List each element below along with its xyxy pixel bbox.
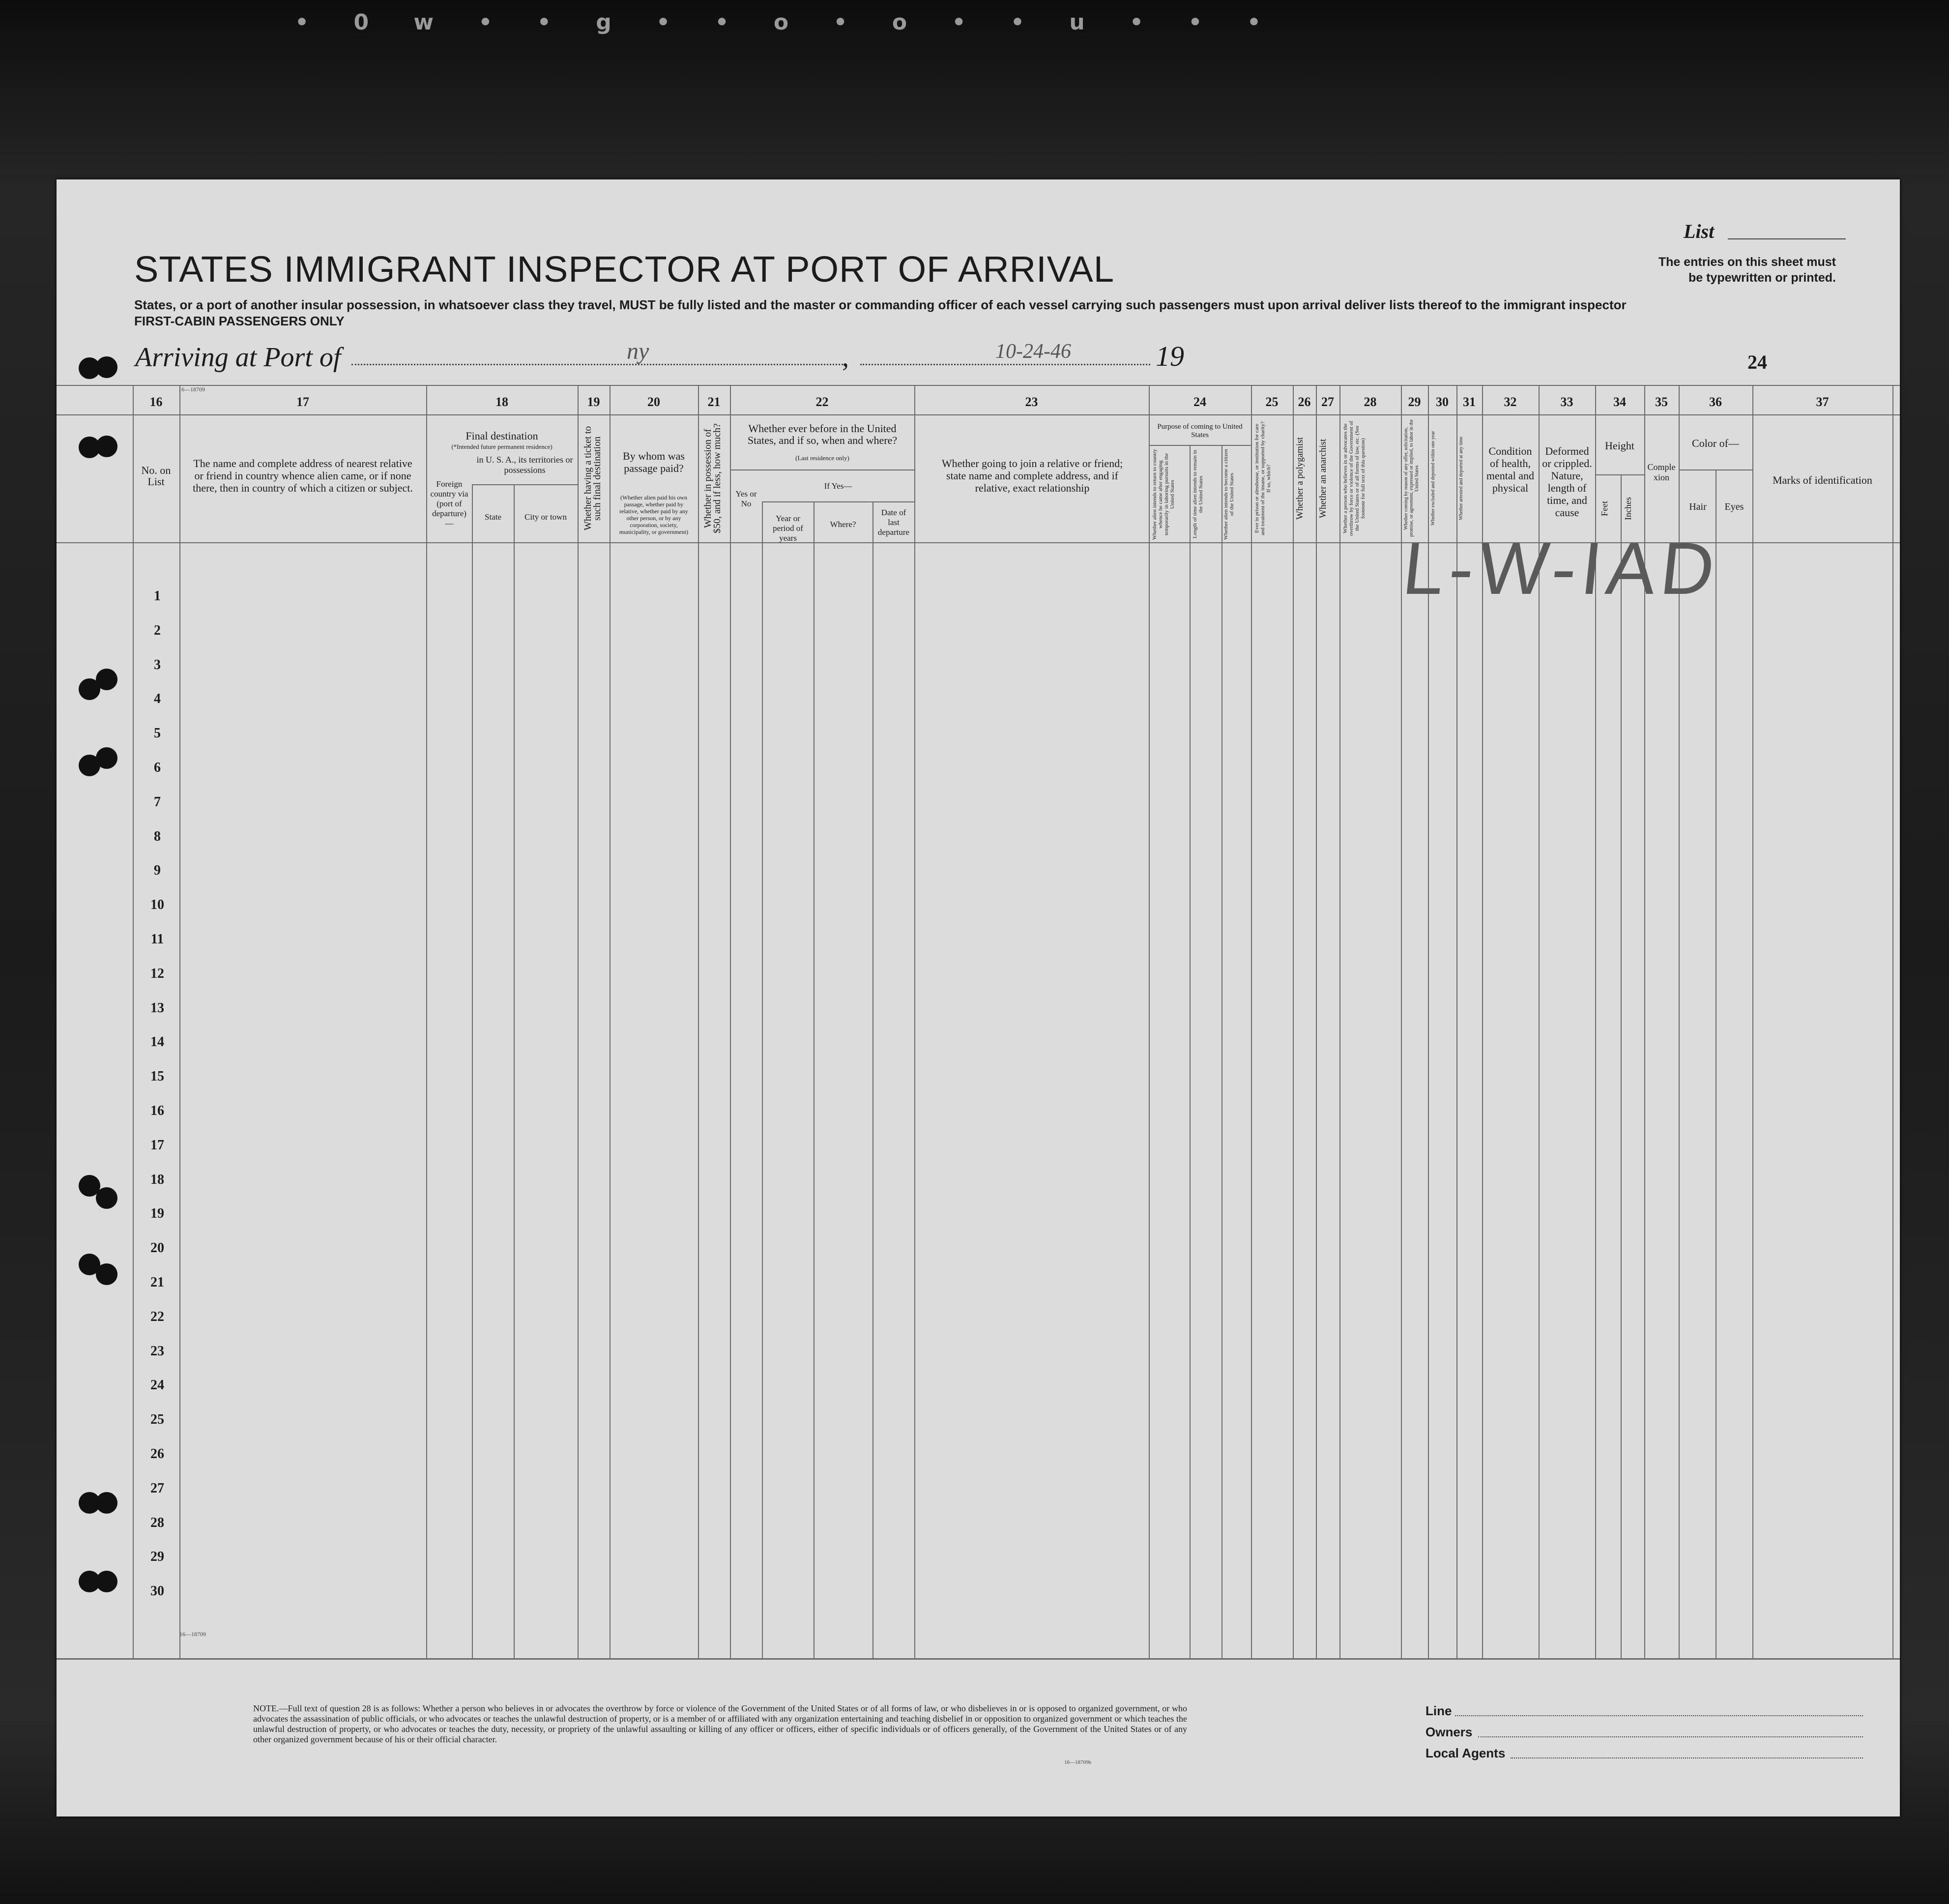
row-number: 7 bbox=[154, 794, 161, 810]
hdr-join-relative: Whether going to join a relative or friend; state name and complete address, and if relative, exact relationship bbox=[941, 457, 1123, 494]
row-number: 15 bbox=[150, 1069, 164, 1084]
row-number: 16 bbox=[150, 1103, 164, 1118]
hdr-passage-paid: By whom was passage paid? bbox=[623, 450, 685, 474]
row-number: 25 bbox=[150, 1412, 164, 1428]
row-number: 10 bbox=[150, 897, 164, 913]
row-number: 17 bbox=[150, 1137, 164, 1153]
hdr-yes-no: Yes or No bbox=[735, 489, 757, 508]
punch-hole bbox=[96, 1571, 117, 1592]
hdr-date-departure: Date of last departure bbox=[877, 508, 910, 537]
row-number: 12 bbox=[150, 966, 164, 981]
row-number: 2 bbox=[154, 622, 161, 638]
colnum-37: 37 bbox=[1816, 395, 1829, 409]
manifest-table bbox=[57, 179, 1900, 1816]
colnum-33: 33 bbox=[1560, 395, 1573, 409]
colnum-23: 23 bbox=[1025, 395, 1038, 409]
hdr-final-destination-sub: (*Intended future permanent residence) bbox=[451, 443, 553, 450]
colnum-31: 31 bbox=[1463, 395, 1476, 409]
hdr-nearest-relative: The name and complete address of nearest relative or friend in country whence alien came, or if none there, then in country of which a citizen or subject. bbox=[193, 457, 413, 494]
row-number: 24 bbox=[150, 1377, 164, 1393]
colnum-19: 19 bbox=[587, 395, 600, 409]
hdr-prison: Ever in prison or almshouse, or institution for care and treatment of the insane, or supported by charity? If so, which? bbox=[1254, 421, 1272, 535]
hdr-labor-offer: Whether coming by reason of any offer, solicitation, promise, or agreement, expressed or implied, to labor in the United States bbox=[1403, 419, 1420, 537]
hdr-height: Height bbox=[1605, 439, 1634, 452]
hdr-marks: Marks of identification bbox=[1773, 474, 1872, 486]
colnum-27: 27 bbox=[1321, 395, 1334, 409]
handwritten-stamp: L-W-IAD bbox=[1399, 527, 1724, 610]
row-number: 30 bbox=[150, 1583, 164, 1599]
row-number: 23 bbox=[150, 1343, 164, 1359]
table-bottom-rule bbox=[57, 1658, 1900, 1660]
owners-label: Owners bbox=[1425, 1725, 1473, 1739]
hdr-anarchist: Whether an anarchist bbox=[1318, 439, 1328, 518]
row-number: 28 bbox=[150, 1515, 164, 1530]
colnum-18: 18 bbox=[495, 395, 508, 409]
hdr-feet: Feet bbox=[1600, 501, 1609, 517]
hdr-state: State bbox=[485, 512, 501, 522]
hdr-fifty-dollars: Whether in possession of $50, and if less, how much? bbox=[702, 423, 723, 533]
punch-hole bbox=[96, 436, 117, 457]
hdr-health: Condition of health, mental and physical bbox=[1486, 445, 1535, 494]
colnum-34: 34 bbox=[1613, 395, 1626, 409]
port-handwritten: ny bbox=[627, 338, 649, 364]
list-label: List bbox=[1684, 220, 1715, 242]
hdr-ticket: Whether having a ticket to such final destination bbox=[582, 426, 603, 531]
footnote-number: 16—18709b bbox=[1064, 1759, 1091, 1765]
punch-hole bbox=[96, 1492, 117, 1514]
row-number: 21 bbox=[150, 1275, 164, 1290]
colnum-22: 22 bbox=[815, 395, 829, 409]
hdr-overthrow: Whether a person who believes in or advocates the overthrow by force or violence of the Government of the United States or of all forms of law, etc. (See footnote for full text of this question) bbox=[1342, 421, 1366, 536]
colnum-20: 20 bbox=[647, 395, 660, 409]
hdr-eyes: Eyes bbox=[1724, 501, 1744, 512]
hdr-usa: in U. S. A., its territories or possessions bbox=[476, 455, 573, 475]
colnum-21: 21 bbox=[707, 395, 721, 409]
colnum-24: 24 bbox=[1193, 395, 1206, 409]
hdr-city: City or town bbox=[524, 512, 567, 522]
punch-hole bbox=[96, 1263, 117, 1285]
hdr-year-period: Year or period of years bbox=[773, 514, 803, 543]
hdr-inches: Inches bbox=[1623, 497, 1633, 521]
local-agents-label: Local Agents bbox=[1425, 1746, 1506, 1760]
table-top-rule bbox=[57, 385, 1900, 386]
colnum-28: 28 bbox=[1364, 395, 1377, 409]
hdr-hair: Hair bbox=[1689, 501, 1707, 512]
row-number: 9 bbox=[154, 863, 161, 879]
manifest-sheet bbox=[57, 179, 1900, 1816]
hdr-return: Whether alien intends to return to country whence he came after engaging temporarily in laboring pursuits in the United States bbox=[1152, 449, 1175, 540]
hdr-purpose: Purpose of coming to United States bbox=[1157, 423, 1243, 439]
row-number: 3 bbox=[154, 657, 161, 673]
punch-hole bbox=[96, 1187, 117, 1209]
cabin-class-label: FIRST-CABIN PASSENGERS ONLY bbox=[134, 314, 345, 328]
form-number: 16—18709 bbox=[178, 386, 205, 393]
row-number: 4 bbox=[154, 691, 161, 707]
hdr-length-stay: Length of time alien intends to remain in the United States bbox=[1192, 450, 1204, 539]
comma-separator: , bbox=[842, 342, 849, 373]
row-number: 8 bbox=[154, 828, 161, 844]
sheet-number: 24 bbox=[1747, 351, 1767, 373]
line-field bbox=[1455, 1715, 1863, 1716]
hdr-complexion: Complexion bbox=[1647, 462, 1676, 482]
instructions-text: States, or a port of another insular possession, in whatsoever class they travel, MUST be fully listed and the master or commanding officer of each vessel carrying such passengers must upon arrival deliver lists thereof to the immigrant inspector bbox=[134, 297, 1627, 312]
colnum-25: 25 bbox=[1265, 395, 1279, 409]
colnum-35: 35 bbox=[1655, 395, 1668, 409]
hdr-citizen: Whether alien intends to become a citizen of the United States bbox=[1223, 449, 1235, 540]
top-edge-artifacts: • 0 w • • g • • o • o • • u • • • bbox=[295, 10, 1280, 35]
typewritten-note: The entries on this sheet must be typewritten or printed. bbox=[1658, 255, 1836, 285]
hdr-passage-paid-sub: (Whether alien paid his own passage, whether paid by relative, whether paid by any other person, or by any corporation, society, municipality, or government) bbox=[619, 494, 689, 535]
line-label: Line bbox=[1425, 1703, 1452, 1718]
row-number: 29 bbox=[150, 1549, 164, 1565]
row-number: 27 bbox=[150, 1480, 164, 1496]
hdr-excluded: Whether excluded and deported within one year bbox=[1430, 431, 1436, 526]
hdr-final-destination: Final destination bbox=[465, 430, 538, 442]
colnum-36: 36 bbox=[1709, 395, 1722, 409]
hdr-ever-before: Whether ever before in the United States, and if so, when and where? bbox=[747, 422, 898, 446]
footnote: NOTE.—Full text of question 28 is as follows: Whether a person who believes in or advocates the overthrow by force or violence of the Government of the United States or of all forms of law, or who disbelieves in or is opposed to organized government, or who advocates the assassination of public officials, or who advocates or teaches the unlawful destruction of property, or is a member of or affiliated with any organization entertaining and teaching disbelief in or opposition to organized government or which teaches the unlawful destruction of property, or who advocates or teaches the duty, necessity, or propriety of the unlawful assaulting or killing of any officer or officers, either of specific individuals or of officers generally, of the Government of the United States or of any other organized government because of his or their official character. bbox=[253, 1703, 1187, 1744]
hdr-polygamist: Whether a polygamist bbox=[1295, 437, 1305, 520]
hdr-arrested: Whether arrested and deported at any time bbox=[1458, 437, 1464, 520]
row-number: 6 bbox=[154, 760, 161, 775]
colnum-17: 17 bbox=[296, 395, 309, 409]
date-handwritten: 10-24-46 bbox=[995, 340, 1071, 363]
punch-hole bbox=[96, 747, 117, 769]
colnum-rule bbox=[57, 414, 1900, 415]
row-number: 5 bbox=[154, 726, 161, 741]
row-number: 11 bbox=[150, 932, 164, 947]
hdr-where: Where? bbox=[830, 520, 856, 529]
hdr-no-on-list: No. on List bbox=[141, 464, 171, 488]
arriving-port-label: Arriving at Port of bbox=[135, 342, 341, 373]
hdr-color-of: Color of— bbox=[1692, 437, 1739, 449]
hdr-foreign-country: Foreign country via (port of departure)— bbox=[430, 479, 468, 528]
page-title: STATES IMMIGRANT INSPECTOR AT PORT OF ARRIVAL bbox=[134, 249, 1115, 290]
row-number: 1 bbox=[154, 588, 161, 604]
colnum-26: 26 bbox=[1298, 395, 1311, 409]
row-number: 18 bbox=[150, 1172, 164, 1187]
colnum-29: 29 bbox=[1408, 395, 1421, 409]
colnum-32: 32 bbox=[1504, 395, 1517, 409]
hdr-if-yes: If Yes— bbox=[824, 481, 852, 491]
row-number: 26 bbox=[150, 1446, 164, 1462]
row-number: 20 bbox=[150, 1240, 164, 1256]
row-number: 14 bbox=[150, 1034, 164, 1050]
colnum-30: 30 bbox=[1436, 395, 1449, 409]
punch-hole bbox=[96, 669, 117, 690]
hdr-ever-before-sub: (Last residence only) bbox=[795, 454, 849, 462]
row-number: 22 bbox=[150, 1309, 164, 1324]
colnum-16: 16 bbox=[149, 395, 163, 409]
row-number: 19 bbox=[150, 1206, 164, 1222]
row-number: 13 bbox=[150, 1000, 164, 1016]
hdr-deformed: Deformed or crippled. Nature, length of time, and cause bbox=[1542, 445, 1592, 519]
owners-field bbox=[1478, 1736, 1863, 1737]
form-number-bottom: 16—18709 bbox=[179, 1631, 206, 1638]
year-prefix: 19 bbox=[1156, 340, 1184, 372]
punch-hole bbox=[96, 356, 117, 378]
